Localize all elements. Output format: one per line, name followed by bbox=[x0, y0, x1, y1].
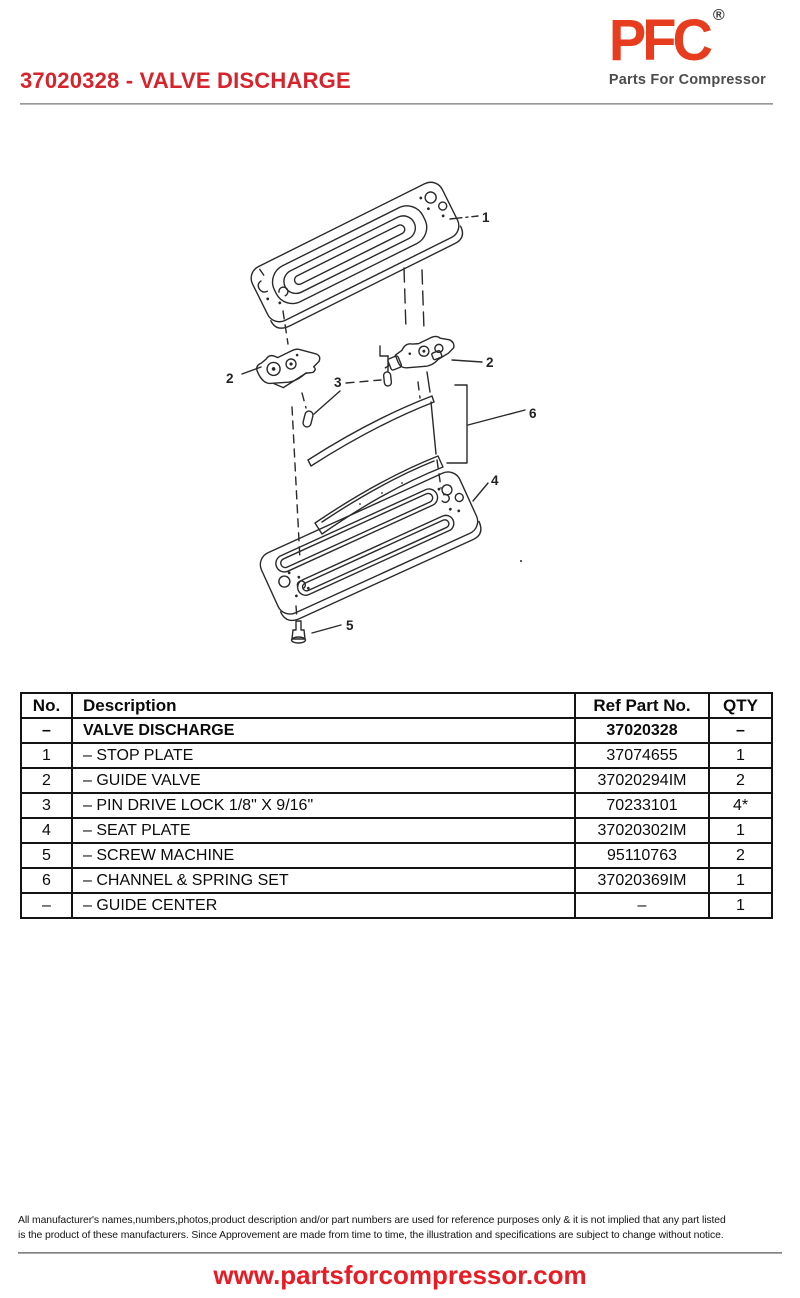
scan-speck bbox=[520, 560, 522, 562]
table-row bbox=[21, 743, 772, 768]
disclaimer-line-2: is the product of these manufacturers. Since Approvement are made from time to time, the illustration and specifications are subject to change without notice. bbox=[18, 1229, 724, 1241]
stop-plate-part bbox=[247, 178, 467, 333]
callout-2-right: 2 bbox=[486, 355, 494, 370]
cell-description: – SCREW MACHINE bbox=[72, 843, 575, 868]
table-row bbox=[21, 793, 772, 818]
parts-table-header bbox=[21, 693, 772, 718]
cell-qty: 1 bbox=[709, 743, 772, 768]
cell-description: – SEAT PLATE bbox=[72, 818, 575, 843]
cell-no: 2 bbox=[21, 768, 72, 793]
header-divider bbox=[20, 103, 773, 105]
cell-ref-part-no: 37020369IM bbox=[575, 868, 709, 893]
cell-no: – bbox=[21, 893, 72, 918]
pfc-logo-tagline: Parts For Compressor bbox=[608, 72, 766, 88]
guide-valve-left-part bbox=[254, 339, 325, 395]
exploded-view-diagram bbox=[150, 160, 610, 670]
callout-2-left: 2 bbox=[226, 371, 234, 386]
guide-valve-right-part bbox=[380, 328, 457, 381]
table-row bbox=[21, 718, 772, 743]
table-row bbox=[21, 818, 772, 843]
table-row bbox=[21, 843, 772, 868]
header-description: Description bbox=[72, 693, 575, 718]
cell-qty: 1 bbox=[709, 893, 772, 918]
callout-4: 4 bbox=[491, 473, 499, 488]
header-no: No. bbox=[21, 693, 72, 718]
cell-qty: 2 bbox=[709, 843, 772, 868]
cell-description: – GUIDE VALVE bbox=[72, 768, 575, 793]
parts-table bbox=[20, 692, 773, 919]
screw-machine-part bbox=[292, 621, 306, 643]
cell-no: 4 bbox=[21, 818, 72, 843]
header-row bbox=[21, 693, 772, 718]
callout-6: 6 bbox=[529, 406, 537, 421]
callout-labels bbox=[226, 210, 537, 633]
cell-description: VALVE DISCHARGE bbox=[72, 718, 575, 743]
cell-description: – STOP PLATE bbox=[72, 743, 575, 768]
cell-qty: – bbox=[709, 718, 772, 743]
cell-no: 5 bbox=[21, 843, 72, 868]
footer-divider bbox=[18, 1252, 782, 1254]
parts-table-body bbox=[21, 718, 772, 918]
pfc-logo-text: PFC bbox=[608, 6, 709, 73]
cell-no: 6 bbox=[21, 868, 72, 893]
disclaimer bbox=[18, 1214, 784, 1243]
table-row bbox=[21, 868, 772, 893]
cell-description: – CHANNEL & SPRING SET bbox=[72, 868, 575, 893]
callout-5: 5 bbox=[346, 618, 354, 633]
cell-ref-part-no: – bbox=[575, 893, 709, 918]
pin-drive-lock-parts bbox=[302, 346, 392, 428]
cell-ref-part-no: 37020302IM bbox=[575, 818, 709, 843]
cell-no: 1 bbox=[21, 743, 72, 768]
cell-ref-part-no: 37020328 bbox=[575, 718, 709, 743]
page-title: 37020328 - VALVE DISCHARGE bbox=[20, 68, 351, 93]
cell-ref-part-no: 37074655 bbox=[575, 743, 709, 768]
cell-qty: 4* bbox=[709, 793, 772, 818]
callout-3: 3 bbox=[334, 375, 342, 390]
table-row bbox=[21, 768, 772, 793]
disclaimer-line-1: All manufacturer's names,numbers,photos,product description and/or part numbers are used for reference purposes only & it is not implied that any part listed bbox=[18, 1215, 726, 1226]
cell-description: – PIN DRIVE LOCK 1/8" X 9/16" bbox=[72, 793, 575, 818]
cell-ref-part-no: 95110763 bbox=[575, 843, 709, 868]
cell-no: 3 bbox=[21, 793, 72, 818]
registered-trademark-icon: ® bbox=[712, 7, 725, 24]
cell-no: – bbox=[21, 718, 72, 743]
cell-ref-part-no: 37020294IM bbox=[575, 768, 709, 793]
cell-description: – GUIDE CENTER bbox=[72, 893, 575, 918]
callout-1: 1 bbox=[482, 210, 490, 225]
cell-qty: 2 bbox=[709, 768, 772, 793]
table-row bbox=[21, 893, 772, 918]
cell-qty: 1 bbox=[709, 868, 772, 893]
cell-qty: 1 bbox=[709, 818, 772, 843]
cell-ref-part-no: 70233101 bbox=[575, 793, 709, 818]
header-qty: QTY bbox=[709, 693, 772, 718]
header-ref-part-no: Ref Part No. bbox=[575, 693, 709, 718]
website-link[interactable]: www.partsforcompressor.com bbox=[213, 1260, 587, 1290]
pfc-logo bbox=[608, 6, 766, 88]
